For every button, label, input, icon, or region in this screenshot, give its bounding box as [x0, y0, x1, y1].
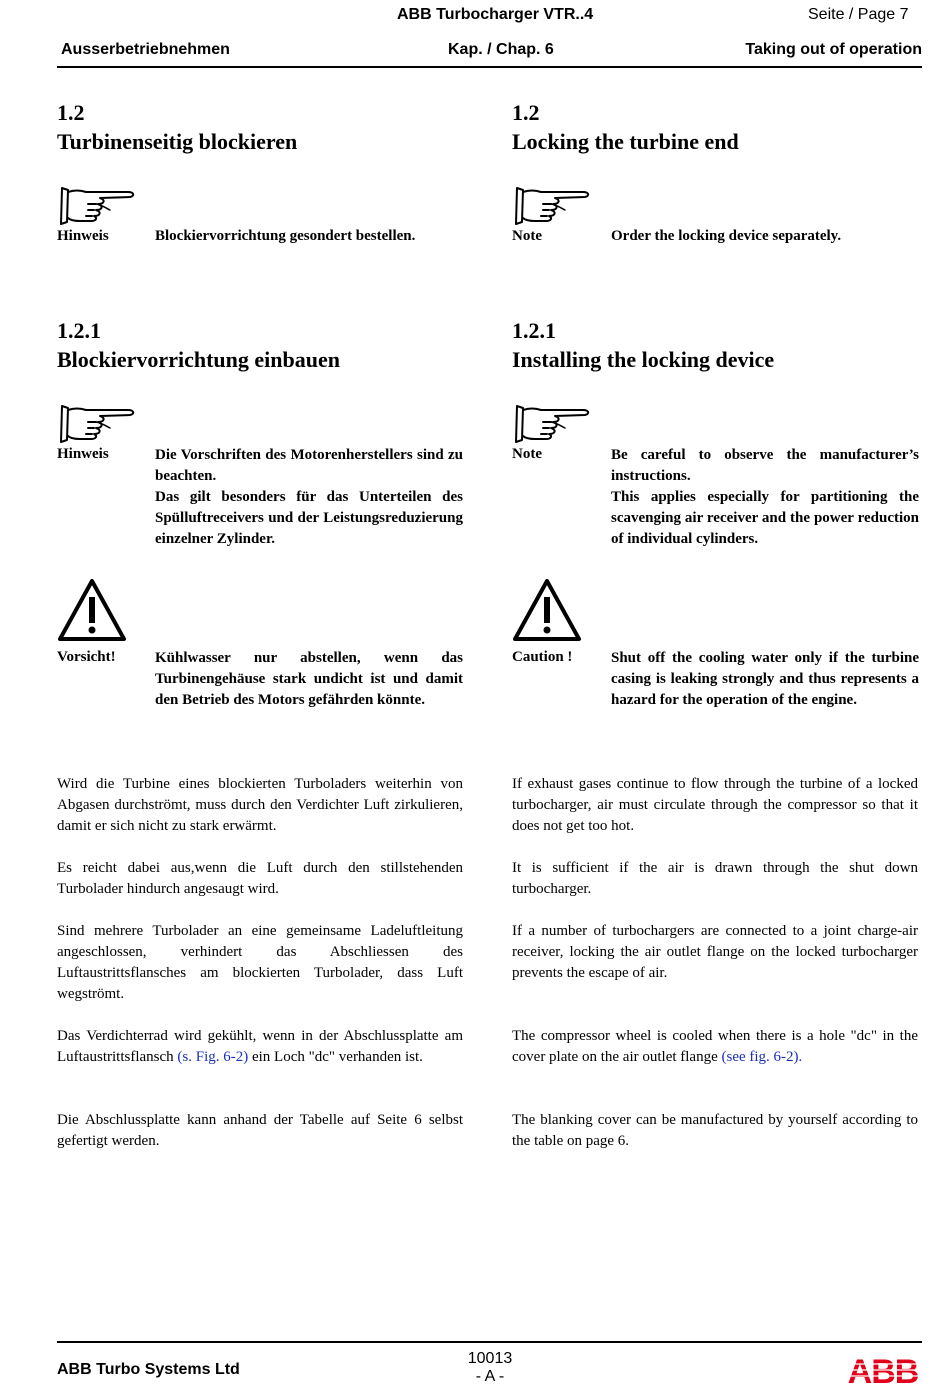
- note-label-en: Note: [512, 446, 542, 462]
- svg-text:ABB: ABB: [847, 1354, 919, 1386]
- note-label-en: Note: [512, 228, 542, 244]
- section-de: Ausserbetriebnehmen: [61, 41, 230, 58]
- note-text-de: [155, 445, 463, 550]
- note-line-1: Die Vorschriften des Motorenherstellers sind zu beachten.: [155, 447, 463, 484]
- section-number-de: 1.2: [57, 100, 85, 125]
- abb-logo: [844, 1354, 922, 1386]
- header-rule: [57, 66, 922, 68]
- caution-text-de: Kühlwasser nur abstellen, wenn das Turbinengehäuse stark undicht ist und damit den Betrieb des Motors gefährden könnte.: [155, 650, 463, 708]
- paragraph-de-2: Es reicht dabei aus,wenn die Luft durch den stillstehenden Turbolader hindurch angesaugt wird.: [57, 860, 463, 897]
- note-text-en: Order the locking device separately.: [611, 228, 842, 244]
- caution-text-en: Shut off the cooling water only if the turbine casing is leaking strongly and thus represents a hazard for the operation of the engine.: [611, 650, 919, 708]
- footer-rule: [57, 1341, 922, 1343]
- section-number-en: 1.2: [512, 100, 540, 125]
- page-number: Seite / Page 7: [808, 6, 909, 23]
- chapter: Kap. / Chap. 6: [448, 41, 554, 58]
- revision: - A -: [475, 1368, 505, 1385]
- paragraph-text: ein Loch "dc" verhanden ist.: [248, 1049, 423, 1065]
- note-text-en: [611, 445, 919, 550]
- pointing-hand-icon: [58, 404, 138, 444]
- paragraph-text: Das Verdichterrad wird gekühlt, wenn in der Abschlussplatte am Luftaustrittsflansch: [57, 1028, 463, 1065]
- note-text-de: Blockiervorrichtung gesondert bestellen.: [155, 228, 416, 244]
- paragraph-de-5: Die Abschlussplatte kann anhand der Tabelle auf Seite 6 selbst gefertigt werden.: [57, 1112, 463, 1149]
- pointing-hand-icon: [513, 404, 593, 444]
- figure-link[interactable]: (see fig. 6-2).: [721, 1049, 803, 1065]
- doc-number: 10013: [467, 1350, 513, 1367]
- warning-triangle-icon: [511, 577, 583, 643]
- subsection-title-en: Installing the locking device: [512, 347, 775, 372]
- paragraph-de-1: Wird die Turbine eines blockierten Turboladers weiterhin von Abgasen durchströmt, muss durch den Verdichter Luft zirkulieren, damit er sich nicht zu stark erwärmt.: [57, 776, 463, 834]
- paragraph-en-2: It is sufficient if the air is drawn through the shut down turbocharger.: [512, 860, 918, 897]
- paragraph-de-3: Sind mehrere Turbolader an eine gemeinsame Ladeluftleitung angeschlossen, verhindert das Abschliessen des Luftaustrittsflansches am blockierten Turbolader, dass Luft wegströmt.: [57, 923, 463, 1002]
- company-name: ABB Turbo Systems Ltd: [57, 1361, 240, 1378]
- pointing-hand-icon: [513, 186, 593, 226]
- document-title: ABB Turbocharger VTR..4: [397, 6, 594, 23]
- subsection-number-en: 1.2.1: [512, 318, 556, 343]
- paragraph-text: The compressor wheel is cooled when there is a hole "dc" in the cover plate on the air outlet flange: [512, 1028, 918, 1065]
- subsection-title-de: Blockiervorrichtung einbauen: [57, 347, 340, 372]
- paragraph-en-3: If a number of turbochargers are connected to a joint charge-air receiver, locking the air outlet flange on the locked turbocharger prevents the escape of air.: [512, 923, 918, 981]
- section-en: Taking out of operation: [745, 41, 922, 58]
- pointing-hand-icon: [58, 186, 138, 226]
- paragraph-en-1: If exhaust gases continue to flow through the turbine of a locked turbocharger, air must circulate through the compressor so that it does not get too hot.: [512, 776, 918, 834]
- caution-label-en: Caution !: [512, 649, 573, 665]
- note-label-de: Hinweis: [57, 446, 109, 462]
- note-line-2: This applies especially for partitioning the scavenging air receiver and the power reduction of individual cylinders.: [611, 489, 919, 547]
- note-line-2: Das gilt besonders für das Unterteilen des Spülluftreceivers und der Leistungsreduzierung einzelner Zylinder.: [155, 489, 463, 547]
- section-title-de: Turbinenseitig blockieren: [57, 129, 298, 154]
- caution-label-de: Vorsicht!: [57, 649, 116, 665]
- paragraph-de-4: [57, 1026, 463, 1068]
- paragraph-en-5: The blanking cover can be manufactured by yourself according to the table on page 6.: [512, 1112, 918, 1149]
- figure-link[interactable]: (s. Fig. 6-2): [177, 1049, 249, 1065]
- warning-triangle-icon: [56, 577, 128, 643]
- document-number-block: [440, 1350, 540, 1386]
- subsection-number-de: 1.2.1: [57, 318, 101, 343]
- note-line-1: Be careful to observe the manufacturer’s instructions.: [611, 447, 919, 484]
- paragraph-en-4: [512, 1026, 918, 1068]
- section-title-en: Locking the turbine end: [512, 129, 739, 154]
- note-label-de: Hinweis: [57, 228, 109, 244]
